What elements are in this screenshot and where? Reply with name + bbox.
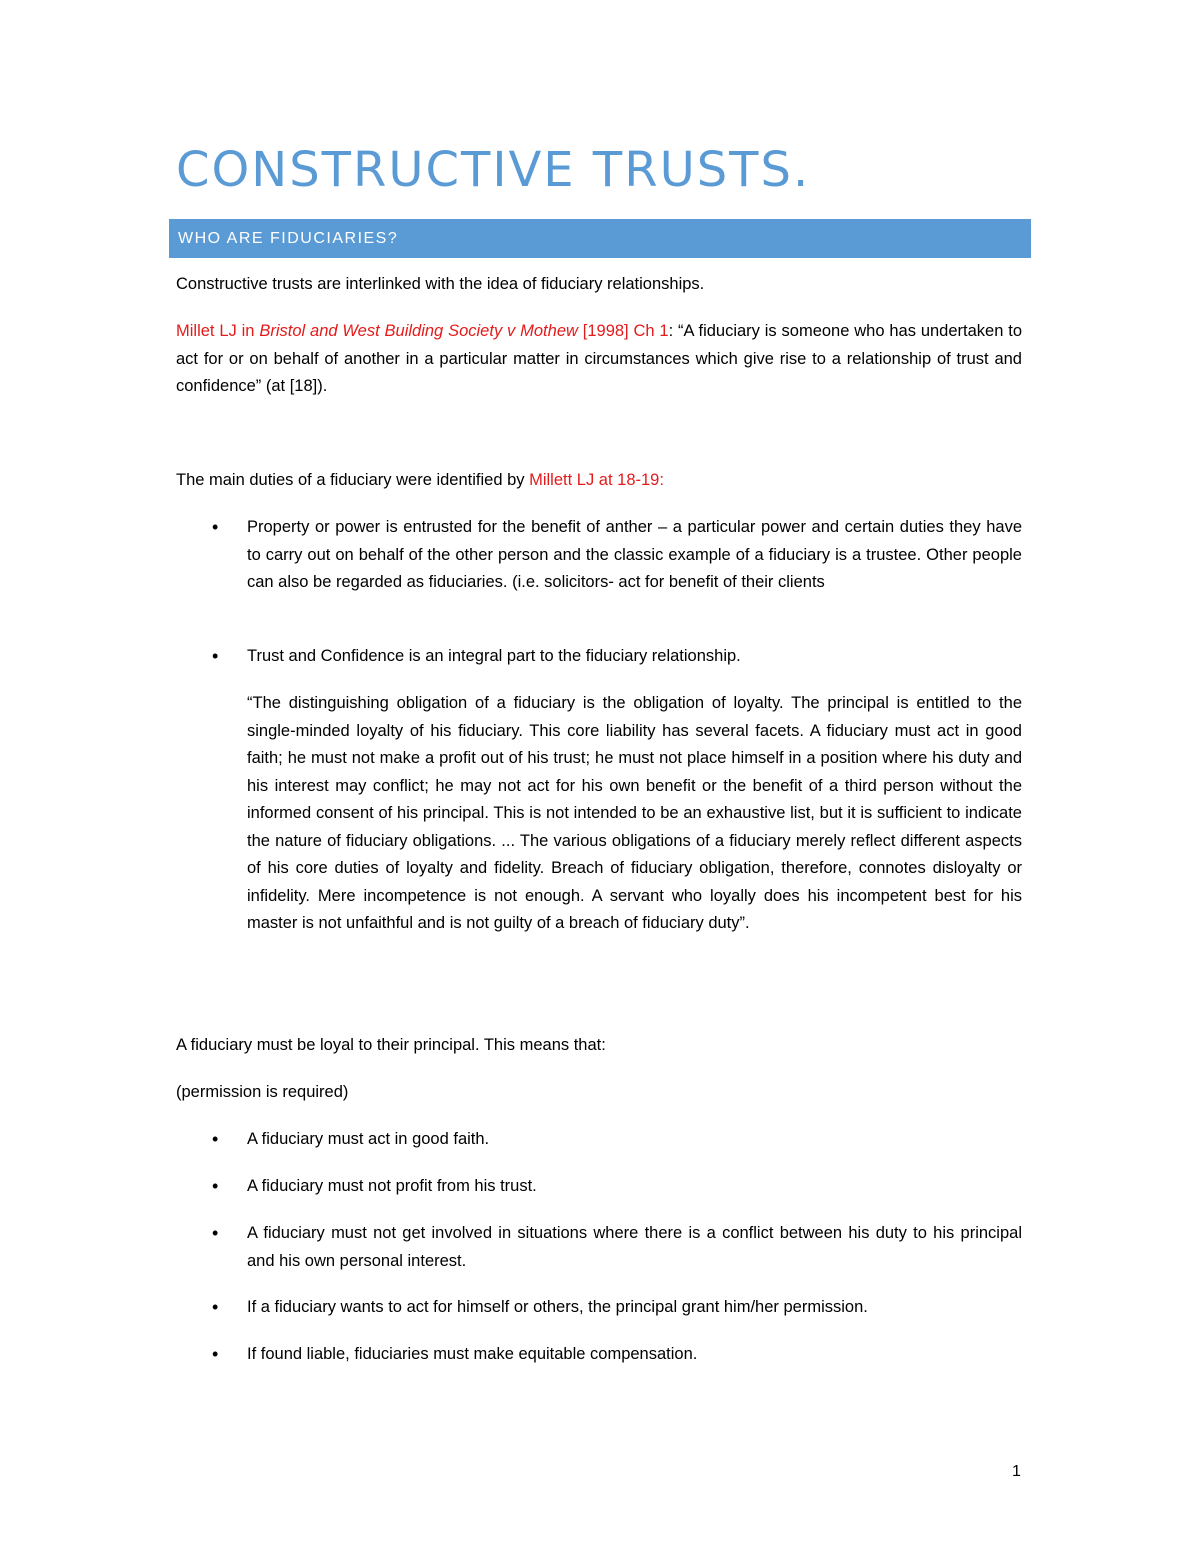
intro-paragraph: Constructive trusts are interlinked with the idea of fiduciary relationships. — [176, 275, 705, 293]
judge-reference: Millet LJ in — [176, 322, 260, 340]
quote-colon: : — [668, 322, 679, 340]
bullet-icon: • — [212, 517, 219, 537]
duties-intro-text: The main duties of a fiduciary were identified by — [176, 471, 530, 489]
loyalty-point: If a fiduciary wants to act for himself or others, the principal grant him/her permission. — [247, 1298, 868, 1316]
duty-item: Property or power is entrusted for the benefit of anther – a particular power and certain duties they have to carry out on behalf of the other person and the classic example of a fiduciary is a trustee. Other people can also be regarded as fiduciaries. (i.e. solicitors- act for benefit of their clients — [247, 518, 1022, 591]
bullet-icon: • — [212, 1176, 219, 1196]
millet-quote-paragraph — [176, 318, 1022, 401]
bullet-icon: • — [212, 1129, 219, 1149]
bullet-icon: • — [212, 1223, 219, 1243]
bullet-icon: • — [212, 1344, 219, 1364]
loyalty-point: If found liable, fiduciaries must make equitable compensation. — [247, 1345, 698, 1363]
fiduciary-definition-quote: “A fiduciary is someone who has undertaken to act for or on behalf of another in a particular matter in circumstances which give rise to a relationship of trust and confidence” (at [18]). — [176, 322, 1022, 395]
loyalty-point: A fiduciary must not get involved in situations where there is a conflict between his duty to his principal and his own personal interest. — [247, 1224, 1022, 1270]
duty-item: Trust and Confidence is an integral part to the fiduciary relationship. — [247, 647, 741, 665]
loyalty-intro-paragraph: A fiduciary must be loyal to their principal. This means that: — [176, 1036, 606, 1054]
loyalty-point: A fiduciary must not profit from his trust. — [247, 1177, 537, 1195]
bullet-icon: • — [212, 1297, 219, 1317]
section-heading: WHO ARE FIDUCIARIES? — [178, 230, 399, 247]
bullet-icon: • — [212, 646, 219, 666]
case-citation: [1998] Ch 1 — [577, 322, 669, 340]
document-title: CONSTRUCTIVE TRUSTS. — [176, 142, 811, 198]
loyalty-point: A fiduciary must act in good faith. — [247, 1130, 490, 1148]
duties-intro-citation: Millett LJ at 18-19: — [529, 471, 664, 489]
section-heading-bar — [169, 219, 1031, 258]
duties-intro-paragraph — [176, 467, 664, 495]
permission-note: (permission is required) — [176, 1083, 349, 1101]
page-number: 1 — [1012, 1463, 1021, 1480]
case-name: Bristol and West Building Society v Mothew — [259, 322, 578, 340]
loyalty-quote-paragraph: “The distinguishing obligation of a fiduciary is the obligation of loyalty. The principal is entitled to the single-minded loyalty of his fiduciary. This core liability has several facets. A fiduciary must act in good faith; he must not make a profit out of his trust; he must not place himself in a position where his duty and his interest may conflict; he may not act for his own benefit or the benefit of a third person without the informed consent of his principal. This is not intended to be an exhaustive list, but it is sufficient to indicate the nature of fiduciary obligations. ... The various obligations of a fiduciary merely reflect different aspects of his core duties of loyalty and fidelity. Breach of fiduciary obligation, therefore, connotes disloyalty or infidelity. Mere incompetence is not enough. A servant who loyally does his incompetent best for his master is not unfaithful and is not guilty of a breach of fiduciary duty”. — [247, 694, 1022, 932]
